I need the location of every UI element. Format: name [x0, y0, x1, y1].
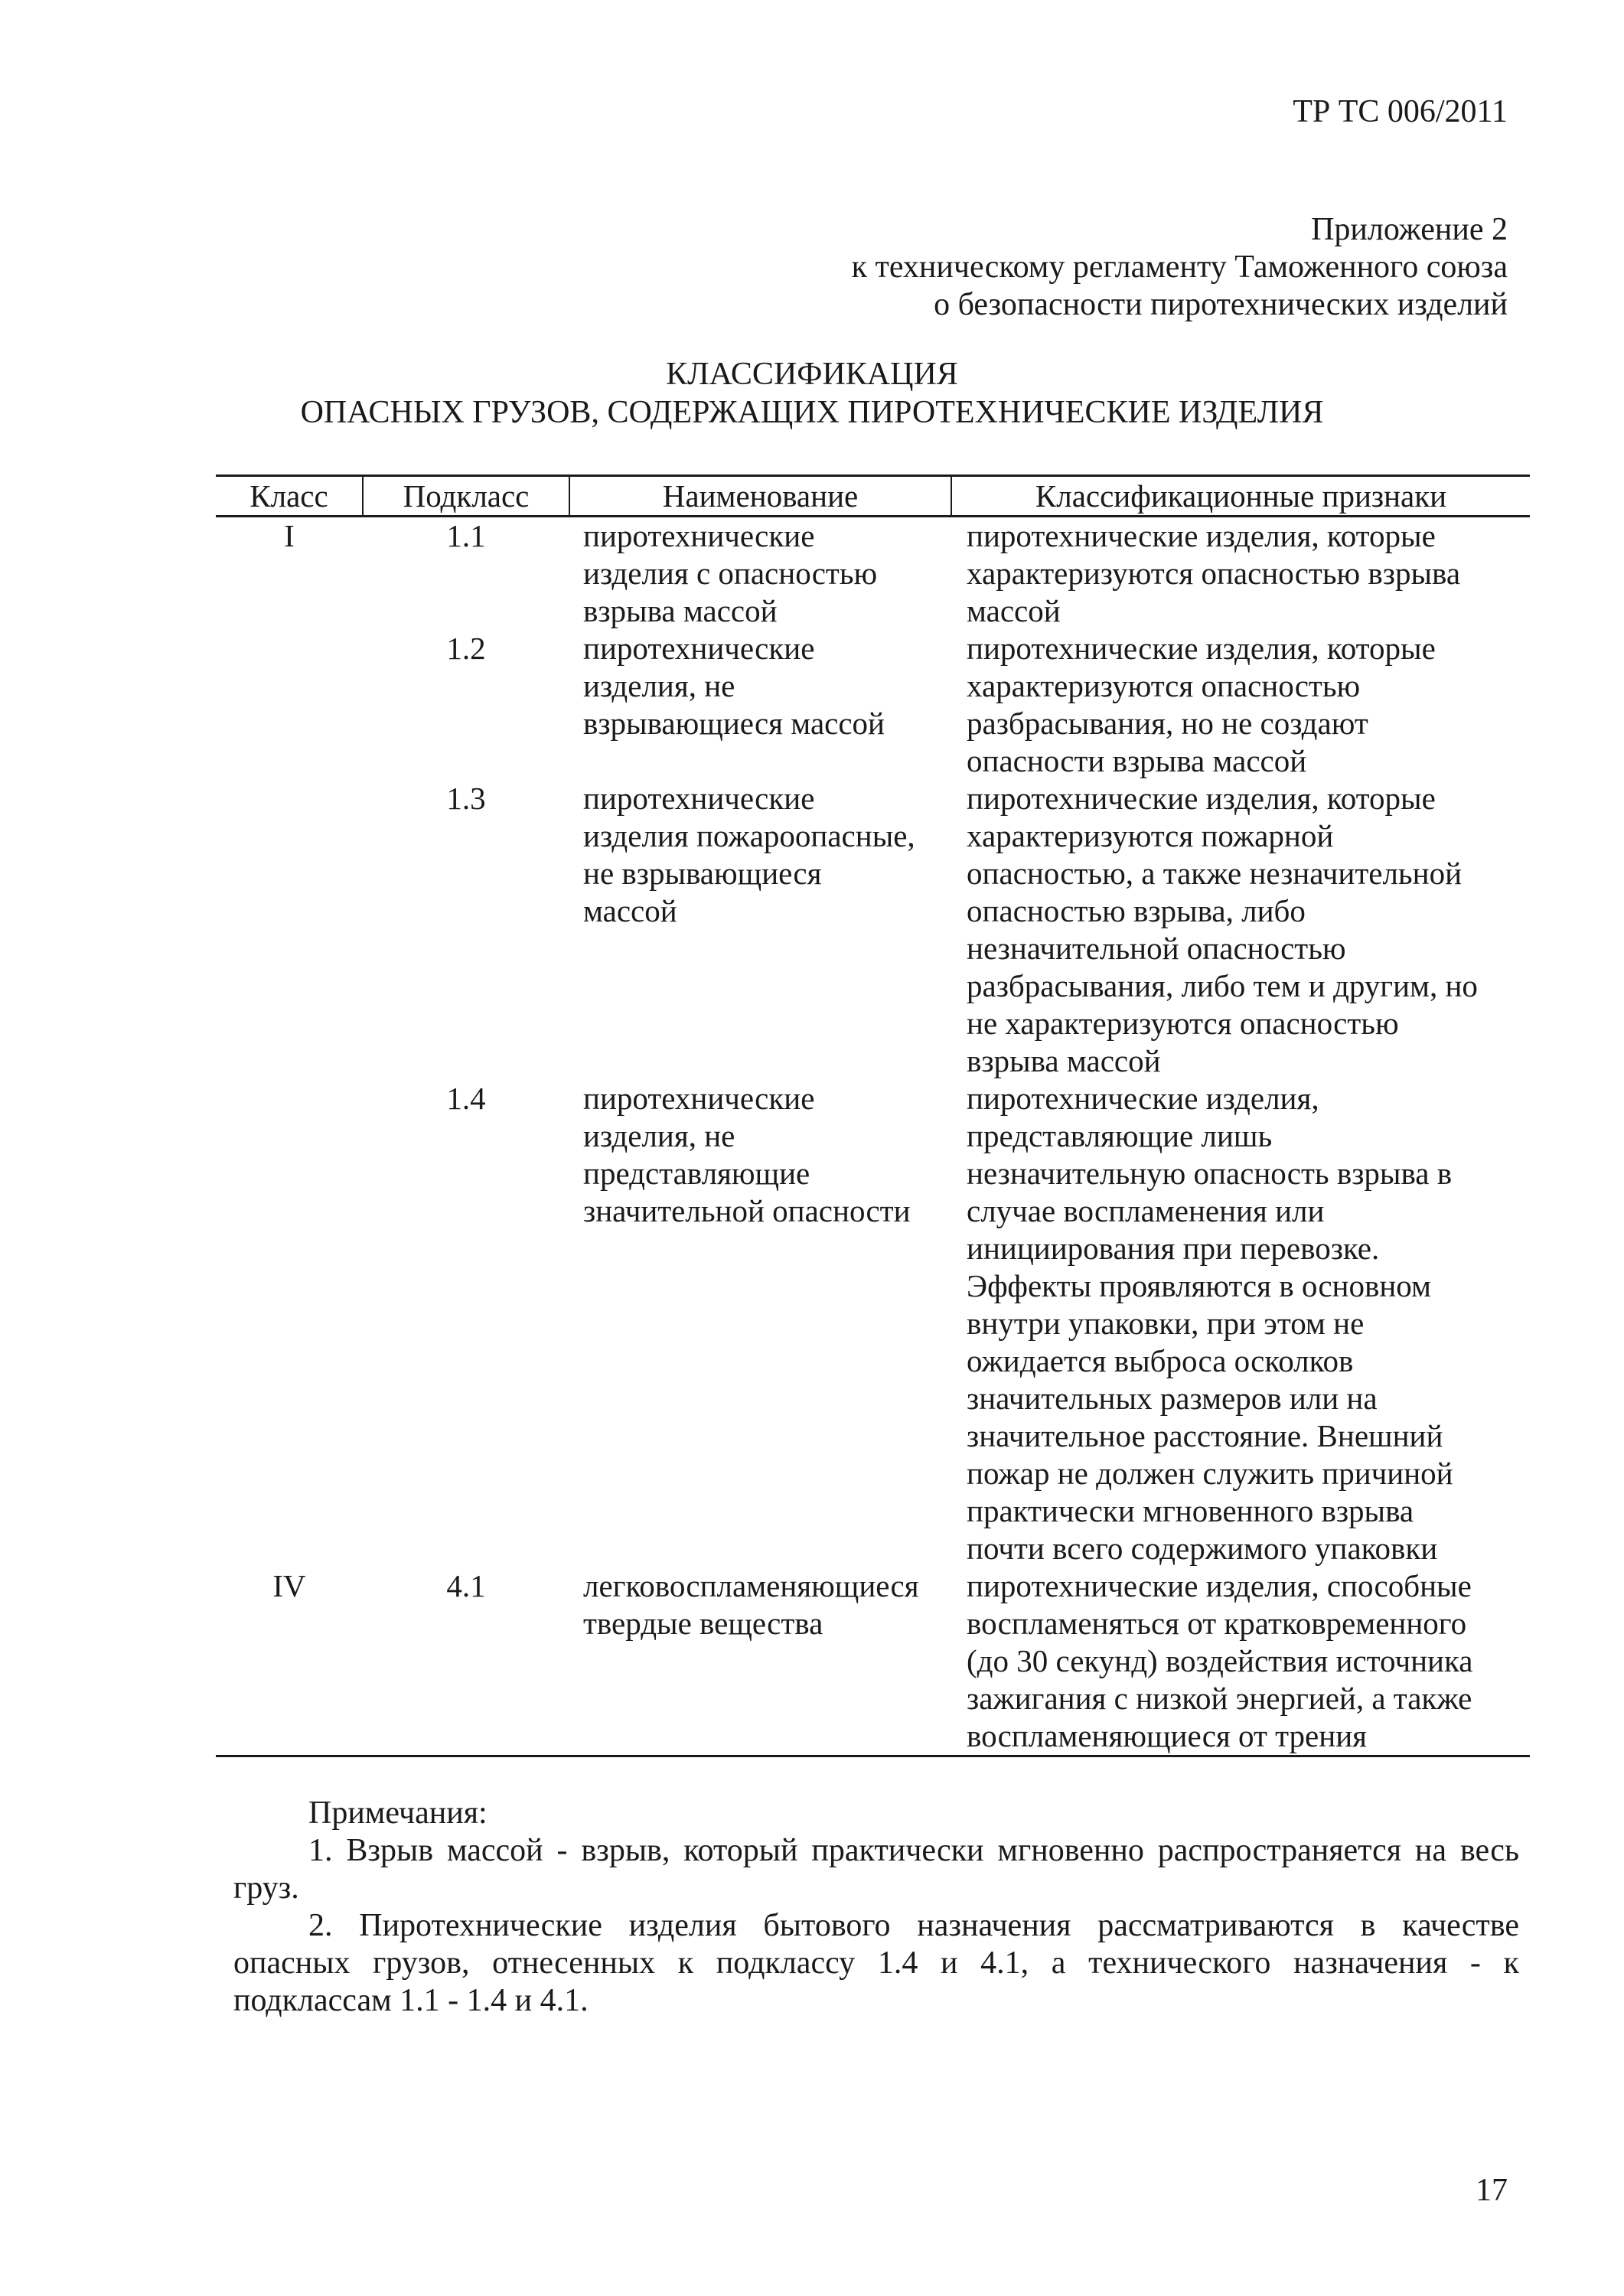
classification-table [216, 475, 1530, 1757]
features-line: случае воспламенения или [967, 1193, 1325, 1228]
cell-class [216, 630, 363, 780]
features-line: разбрасывания, но не создают [967, 706, 1368, 741]
name-line: пиротехнические [583, 631, 815, 666]
notes-heading: Примечания: [308, 1795, 488, 1831]
features-line: значительных размеров или на [967, 1381, 1378, 1416]
cell-subclass: 1.4 [446, 1081, 486, 1116]
features-line: взрыва массой [967, 1043, 1161, 1078]
features-line: разбрасывания, либо тем и другим, но [967, 968, 1478, 1003]
features-line: массой [967, 593, 1061, 628]
name-line: изделия с опасностью [583, 556, 878, 591]
cell-subclass: 1.2 [446, 631, 486, 666]
name-line: массой [583, 893, 677, 928]
name-line: изделия пожароопасные, [583, 818, 915, 853]
features-line: пиротехнические изделия, способные [967, 1568, 1472, 1603]
features-line: значительное расстояние. Внешний [967, 1418, 1443, 1453]
name-line: значительной опасности [583, 1193, 911, 1228]
cell-subclass: 1.3 [446, 781, 486, 816]
features-line: пиротехнические изделия, которые [967, 781, 1436, 816]
cell-features [951, 780, 1530, 1080]
features-line: внутри упаковки, при этом не [967, 1306, 1365, 1341]
name-line: легковоспламеняющиеся [583, 1568, 919, 1603]
features-line: опасностью, а также незначительной [967, 856, 1463, 891]
features-line: пиротехнические изделия, которые [967, 518, 1436, 553]
cell-features [951, 630, 1530, 780]
table-body [216, 517, 1530, 1756]
name-line: представляющие [583, 1156, 810, 1191]
header-features: Классификационные признаки [951, 476, 1530, 517]
cell-class: IV [272, 1568, 306, 1603]
table-row [216, 517, 1530, 631]
cell-name [569, 1567, 951, 1756]
cell-name [569, 780, 951, 1080]
cell-features [951, 1080, 1530, 1567]
features-line: пиротехнические изделия, которые [967, 631, 1436, 666]
header-name: Наименование [569, 476, 951, 517]
features-line: опасности взрыва массой [967, 743, 1307, 778]
table-row [216, 780, 1530, 1080]
document-code: ТР ТС 006/2011 [1293, 94, 1508, 129]
table-header-row [216, 476, 1530, 517]
name-line: взрыва массой [583, 593, 778, 628]
note-2-line-1: 2. Пиротехнические изделия бытового назначения рассматриваются в качестве [308, 1908, 1519, 1943]
name-line: твердые вещества [583, 1606, 823, 1641]
cell-name [569, 517, 951, 631]
features-line: ожидается выброса осколков [967, 1343, 1354, 1378]
features-line: незначительную опасность взрыва в [967, 1156, 1453, 1191]
features-line: характеризуются пожарной [967, 818, 1334, 853]
cell-class [216, 780, 363, 1080]
name-line: пиротехнические [583, 1081, 815, 1116]
appendix-number: Приложение 2 [1311, 212, 1508, 247]
name-line: изделия, не [583, 1118, 735, 1153]
note-2 [233, 1907, 1519, 2020]
features-line: инициирования при перевозке. [967, 1231, 1380, 1266]
name-line: пиротехнические [583, 781, 815, 816]
features-line: почти всего содержимого упаковки [967, 1531, 1438, 1566]
table-row [216, 1567, 1530, 1756]
features-line: воспламеняющиеся от трения [967, 1718, 1367, 1753]
note-1-line-1: 1. Взрыв массой - взрыв, который практически мгновенно распространяется на весь [308, 1833, 1519, 1868]
cell-name [569, 630, 951, 780]
features-line: Эффекты проявляются в основном [967, 1268, 1431, 1303]
cell-subclass: 4.1 [446, 1568, 486, 1603]
header-class: Класс [249, 478, 328, 514]
features-line: незначительной опасностью [967, 931, 1346, 966]
appendix-subject: о безопасности пиротехнических изделий [934, 287, 1508, 322]
table-row [216, 630, 1530, 780]
cell-class: I [284, 518, 295, 553]
features-line: характеризуются опасностью [967, 668, 1361, 703]
name-line: пиротехнические [583, 518, 815, 553]
page-number: 17 [1476, 2173, 1508, 2208]
notes-section [233, 1795, 1519, 2020]
features-line: характеризуются опасностью взрыва [967, 556, 1461, 591]
note-2-line-3: подклассам 1.1 - 1.4 и 4.1. [233, 1983, 589, 2018]
cell-features [951, 1567, 1530, 1756]
name-line: изделия, не [583, 668, 735, 703]
cell-features [951, 517, 1530, 631]
cell-subclass: 1.1 [446, 518, 486, 553]
features-line: представляющие лишь [967, 1118, 1273, 1153]
features-line: пожар не должен служить причиной [967, 1456, 1453, 1491]
header-subclass: Подкласс [363, 476, 569, 517]
table-row [216, 1080, 1530, 1567]
appendix-regulation: к техническому регламенту Таможенного союза [851, 249, 1508, 285]
note-2-line-2: опасных грузов, отнесенных к подклассу 1.4 и 4.1, а технического назначения - к [233, 1945, 1519, 1981]
note-1 [233, 1832, 1519, 1907]
cell-class [216, 1080, 363, 1567]
features-line: опасностью взрыва, либо [967, 893, 1306, 928]
name-line: взрывающиеся массой [583, 706, 885, 741]
features-line: практически мгновенного взрыва [967, 1493, 1414, 1528]
features-line: пиротехнические изделия, [967, 1081, 1319, 1116]
title-line-1: КЛАССИФИКАЦИЯ [666, 357, 958, 392]
cell-name [569, 1080, 951, 1567]
note-1-line-2: груз. [233, 1870, 299, 1906]
features-line: зажигания с низкой энергией, а также [967, 1681, 1472, 1716]
name-line: не взрывающиеся [583, 856, 822, 891]
features-line: не характеризуются опасностью [967, 1006, 1399, 1041]
page-title [0, 355, 1624, 432]
features-line: (до 30 секунд) воздействия источника [967, 1643, 1473, 1678]
features-line: воспламеняться от кратковременного [967, 1606, 1467, 1641]
appendix-reference [852, 211, 1508, 324]
title-line-2: ОПАСНЫХ ГРУЗОВ, СОДЕРЖАЩИХ ПИРОТЕХНИЧЕСКИЕ ИЗДЕЛИЯ [300, 395, 1324, 430]
